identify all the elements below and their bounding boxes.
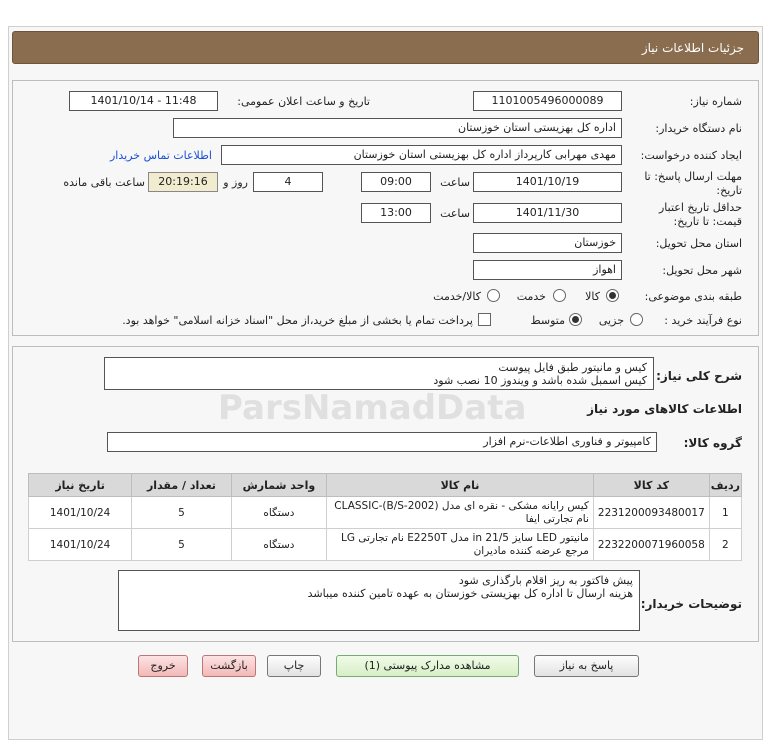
validity-time-label: ساعت [440,207,470,220]
process-radio-minor[interactable] [630,313,643,326]
goods-table-header [29,474,742,497]
summary-line-1: کیس و مانیتور طبق فایل پیوست [498,361,647,374]
goods-section-title: اطلاعات کالاهای مورد نیاز [587,402,742,416]
city-field: اهواز [473,260,622,280]
summary-line-2: کیس اسمبل شده باشد و ویندوز 10 نصب شود [433,374,647,387]
goods-table [28,473,742,561]
page-header [12,31,759,64]
buyer-notes-textarea[interactable] [118,570,640,631]
need-number-field: 1101005496000089 [473,91,622,111]
row-unit: دستگاه [231,497,326,529]
back-button[interactable]: بازگشت [202,655,256,677]
category-radio-goods-service[interactable] [487,289,500,302]
days-field: 4 [253,172,323,192]
announce-label: تاریخ و ساعت اعلان عمومی: [237,95,370,108]
need-number-label: شماره نیاز: [689,95,742,108]
buyer-notes-line-2: هزینه ارسال تا اداره کل بهزیستی خوزستان به عهده تامین کننده میباشد [307,587,633,600]
attachments-button[interactable]: مشاهده مدارک پیوستی (1) [336,655,519,677]
category-option-service: خدمت [516,290,546,303]
process-label: نوع فرآیند خرید : [664,314,742,327]
summary-textarea[interactable] [104,357,654,390]
reply-button[interactable]: پاسخ به نیاز [534,655,639,677]
table-row[interactable] [29,529,742,561]
row-unit: دستگاه [231,529,326,561]
goods-group-label: گروه کالا: [683,436,742,450]
category-label: طبقه بندی موضوعی: [644,290,742,303]
process-radio-medium[interactable] [569,313,582,326]
city-label: شهر محل تحویل: [662,264,742,277]
remaining-label: ساعت باقی مانده [63,176,145,189]
buyer-org-field: اداره کل بهزیستی استان خوزستان [173,118,622,138]
remaining-time-field: 20:19:16 [148,172,218,192]
buyer-notes-label: توضیحات خریدار: [640,597,742,611]
col-name: نام کالا [327,474,594,497]
col-code: کد کالا [593,474,709,497]
row-qty: 5 [132,497,232,529]
contact-buyer-link[interactable]: اطلاعات تماس خریدار [110,149,212,162]
process-option-minor: جزیی [598,314,624,327]
row-date: 1401/10/24 [29,529,132,561]
deadline-time-label: ساعت [440,176,470,189]
category-radio-service[interactable] [553,289,566,302]
treasury-payment-checkbox[interactable] [478,313,491,326]
col-row: ردیف [709,474,741,497]
deadline-label-date: تاریخ: [716,184,742,197]
category-radio-goods[interactable] [606,289,619,302]
col-unit: واحد شمارش [231,474,326,497]
days-label: روز و [223,176,248,189]
print-button[interactable]: چاپ [267,655,321,677]
process-option-medium: متوسط [530,314,565,327]
validity-label-date: قیمت: تا تاریخ: [673,215,742,228]
row-name: مانیتور LED سایز 21/5 in مدل E2250T نام تجارتی LG مرجع عرضه کننده مادیران [327,529,594,561]
creator-field: مهدی مهرابی کارپرداز اداره کل بهزیستی استان خوزستان [221,145,622,165]
row-name: کیس رایانه مشکی - نقره ای مدل CLASSIC-(B/S-2002) نام تجارتی ایفا [327,497,594,529]
validity-time-field: 13:00 [361,203,431,223]
province-field: خوزستان [473,233,622,253]
row-number: 1 [709,497,741,529]
deadline-time-field: 09:00 [361,172,431,192]
col-qty: تعداد / مقدار [132,474,232,497]
province-label: استان محل تحویل: [655,237,742,250]
row-code: 2232200071960058 [593,529,709,561]
validity-label: حداقل تاریخ اعتبار [658,201,742,214]
creator-label: ایجاد کننده درخواست: [640,149,742,162]
row-code: 2231200093480017 [593,497,709,529]
category-option-goods-service: کالا/خدمت [433,290,481,303]
page-title: جزئیات اطلاعات نیاز [641,41,744,55]
deadline-date-field: 1401/10/19 [473,172,622,192]
row-date: 1401/10/24 [29,497,132,529]
row-qty: 5 [132,529,232,561]
buyer-org-label: نام دستگاه خریدار: [655,122,742,135]
col-date: تاریخ نیاز [29,474,132,497]
validity-date-field: 1401/11/30 [473,203,622,223]
exit-button[interactable]: خروج [138,655,188,677]
announce-field: 1401/10/14 - 11:48 [69,91,218,111]
table-row[interactable] [29,497,742,529]
buyer-notes-line-1: پیش فاکتور به ریز اقلام بارگذاری شود [458,574,633,587]
deadline-label: مهلت ارسال پاسخ: تا [644,170,742,183]
goods-group-field: کامپیوتر و فناوری اطلاعات-نرم افزار [107,432,657,452]
category-option-goods: کالا [585,290,600,303]
summary-label: شرح کلی نیاز: [656,369,742,383]
row-number: 2 [709,529,741,561]
treasury-payment-note: پرداخت تمام یا بخشی از مبلغ خرید،از محل "اسناد خزانه اسلامی" خواهد بود. [122,314,473,327]
